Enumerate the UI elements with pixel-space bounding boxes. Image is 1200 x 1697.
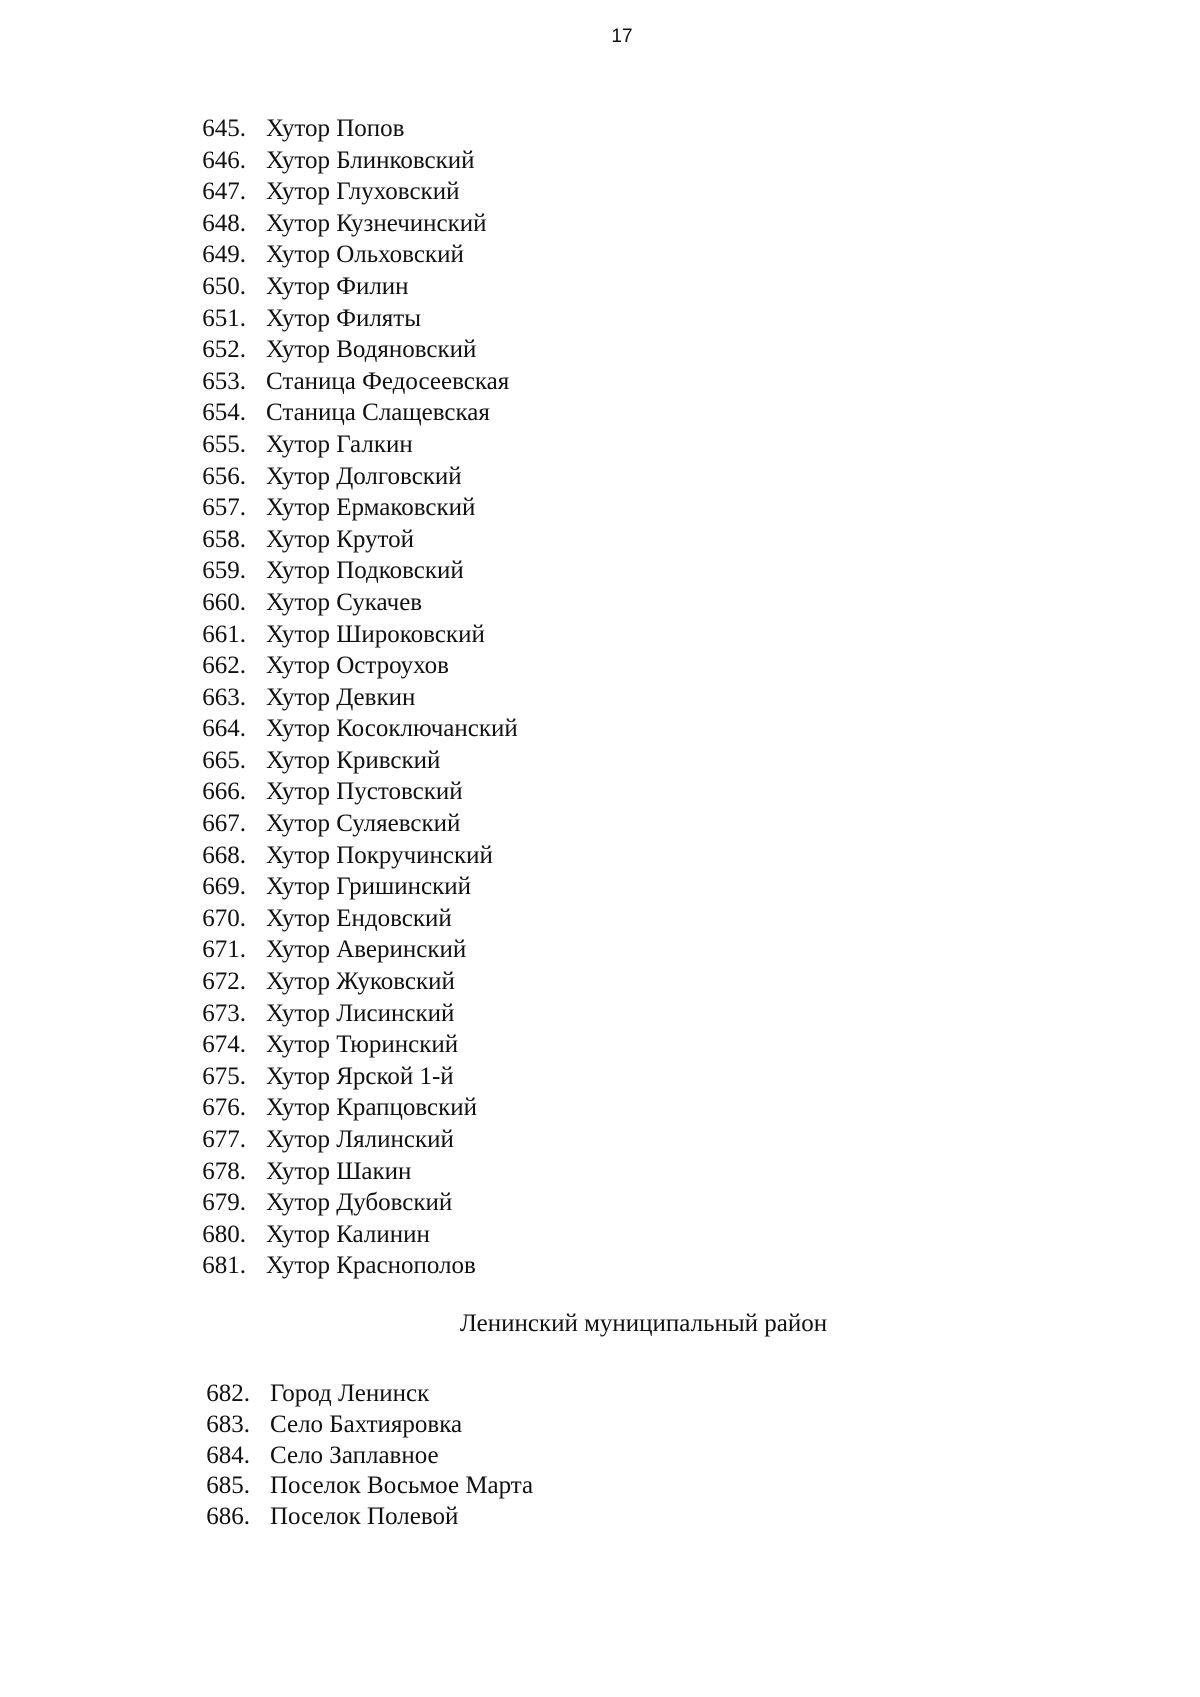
list-item <box>0 208 518 240</box>
list-item <box>0 934 518 966</box>
item-number: 656. <box>202 462 246 490</box>
item-number: 676. <box>202 1094 246 1122</box>
item-number: 667. <box>202 810 246 838</box>
list-item <box>0 840 518 872</box>
item-number: 673. <box>202 999 246 1027</box>
item-number: 668. <box>202 841 246 869</box>
settlement-name: Хутор Пустовский <box>266 778 463 806</box>
list-item <box>0 397 518 429</box>
item-number: 650. <box>202 272 246 300</box>
item-number: 662. <box>202 652 246 680</box>
settlement-name: Хутор Гришинский <box>266 873 471 901</box>
item-number: 686. <box>206 1503 250 1531</box>
item-number: 677. <box>202 1126 246 1153</box>
list-item <box>0 366 518 398</box>
item-number: 660. <box>202 588 246 616</box>
item-number: 646. <box>202 146 246 174</box>
list-item <box>0 1250 518 1282</box>
list-item <box>0 492 518 524</box>
settlement-name: Город Ленинск <box>270 1380 430 1407</box>
item-number: 682. <box>206 1380 250 1407</box>
settlement-name: Хутор Водяновский <box>266 336 477 364</box>
item-number: 661. <box>202 620 246 648</box>
list-item <box>0 745 518 777</box>
list-item <box>0 650 518 682</box>
item-number: 685. <box>206 1472 250 1500</box>
item-number: 670. <box>202 904 246 932</box>
settlement-name: Хутор Филяты <box>266 304 422 332</box>
settlement-name: Поселок Восьмое Марта <box>270 1472 534 1500</box>
list-item <box>0 587 518 619</box>
list-item <box>0 145 518 177</box>
item-number: 664. <box>202 715 246 743</box>
settlement-list <box>0 113 518 1282</box>
settlement-name: Хутор Крутой <box>266 525 415 553</box>
list-item <box>0 903 518 935</box>
settlement-name: Хутор Долговский <box>266 462 462 490</box>
item-number: 653. <box>202 367 246 395</box>
item-number: 665. <box>202 746 246 774</box>
settlement-name: Хутор Кривский <box>266 746 441 774</box>
settlement-name: Хутор Суляевский <box>266 810 461 838</box>
list-item <box>0 176 518 208</box>
list-item <box>0 1410 533 1441</box>
settlement-name: Хутор Крапцовский <box>266 1094 478 1122</box>
settlement-name: Село Заплавное <box>270 1441 439 1469</box>
item-number: 672. <box>202 968 246 996</box>
settlement-name: Хутор Шакин <box>266 1157 412 1185</box>
item-number: 657. <box>202 494 246 522</box>
page-number: 17 <box>611 26 633 47</box>
list-item <box>0 271 518 303</box>
settlement-name: Хутор Сукачев <box>266 588 423 616</box>
list-item <box>0 524 518 556</box>
list-item <box>0 998 518 1030</box>
list-item <box>0 239 518 271</box>
settlement-name: Хутор Тюринский <box>266 1031 459 1059</box>
settlement-name: Хутор Глуховский <box>266 178 460 206</box>
list-item <box>0 1092 518 1124</box>
item-number: 666. <box>202 778 246 806</box>
item-number: 683. <box>206 1410 250 1438</box>
settlement-list <box>0 1379 533 1533</box>
item-number: 648. <box>202 209 246 237</box>
settlement-name: Хутор Девкин <box>266 683 416 711</box>
settlement-name: Станица Слащевская <box>266 399 490 427</box>
settlement-name: Село Бахтияровка <box>270 1410 463 1438</box>
list-item <box>0 303 518 335</box>
item-number: 675. <box>202 1062 246 1090</box>
item-number: 655. <box>202 430 246 458</box>
settlement-name: Хутор Подковский <box>266 557 464 585</box>
list-item <box>0 334 518 366</box>
settlement-name: Хутор Филин <box>266 272 409 300</box>
item-number: 671. <box>202 936 246 964</box>
settlement-name: Станица Федосеевская <box>266 367 510 395</box>
list-item <box>0 776 518 808</box>
item-number: 647. <box>202 178 246 206</box>
settlement-name: Поселок Полевой <box>270 1503 459 1531</box>
list-item <box>0 619 518 651</box>
item-number: 678. <box>202 1157 246 1185</box>
settlement-name: Хутор Покручинский <box>266 841 493 869</box>
item-number: 654. <box>202 399 246 427</box>
item-number: 680. <box>202 1220 246 1248</box>
settlement-name: Хутор Галкин <box>266 430 413 458</box>
settlement-name: Хутор Лисинский <box>266 999 455 1027</box>
list-item <box>0 1156 518 1188</box>
list-item <box>0 966 518 998</box>
list-item <box>0 1124 518 1156</box>
item-number: 651. <box>202 304 246 332</box>
item-number: 652. <box>202 336 246 364</box>
settlement-name: Хутор Ермаковский <box>266 494 476 522</box>
list-item <box>0 713 518 745</box>
list-item <box>0 1379 533 1410</box>
settlement-name: Хутор Калинин <box>266 1220 430 1248</box>
settlement-name: Хутор Лялинский <box>266 1126 454 1153</box>
section-heading: Ленинский муниципальный район <box>459 1310 828 1337</box>
item-number: 663. <box>202 683 246 711</box>
settlement-name: Хутор Кузнечинский <box>266 209 487 237</box>
settlement-name: Хутор Аверинский <box>266 936 467 964</box>
item-number: 649. <box>202 241 246 269</box>
settlement-name: Хутор Ярской 1-й <box>266 1062 454 1090</box>
list-item <box>0 1061 518 1093</box>
settlement-name: Хутор Косоключанский <box>266 715 518 743</box>
settlement-name: Хутор Попов <box>266 115 405 142</box>
list-item <box>0 682 518 714</box>
list-item <box>0 1502 533 1533</box>
list-item <box>0 1219 518 1251</box>
list-item <box>0 1029 518 1061</box>
item-number: 659. <box>202 557 246 585</box>
item-number: 674. <box>202 1031 246 1059</box>
settlement-name: Хутор Блинковский <box>266 146 475 174</box>
item-number: 645. <box>202 115 246 142</box>
list-item <box>0 555 518 587</box>
list-item <box>0 871 518 903</box>
settlement-name: Хутор Дубовский <box>266 1189 453 1217</box>
list-item <box>0 461 518 493</box>
settlement-name: Хутор Остроухов <box>266 652 449 680</box>
list-item <box>0 808 518 840</box>
list-item <box>0 429 518 461</box>
settlement-name: Хутор Краснополов <box>266 1252 476 1280</box>
item-number: 684. <box>206 1441 250 1469</box>
item-number: 679. <box>202 1189 246 1217</box>
list-item <box>0 1441 533 1472</box>
list-item <box>0 1471 533 1502</box>
settlement-name: Хутор Широковский <box>266 620 485 648</box>
settlement-name: Хутор Ольховский <box>266 241 464 269</box>
item-number: 681. <box>202 1252 246 1280</box>
list-item <box>0 1187 518 1219</box>
list-item <box>0 113 518 145</box>
settlement-name: Хутор Ендовский <box>266 904 452 932</box>
item-number: 658. <box>202 525 246 553</box>
settlement-name: Хутор Жуковский <box>266 968 455 996</box>
item-number: 669. <box>202 873 246 901</box>
